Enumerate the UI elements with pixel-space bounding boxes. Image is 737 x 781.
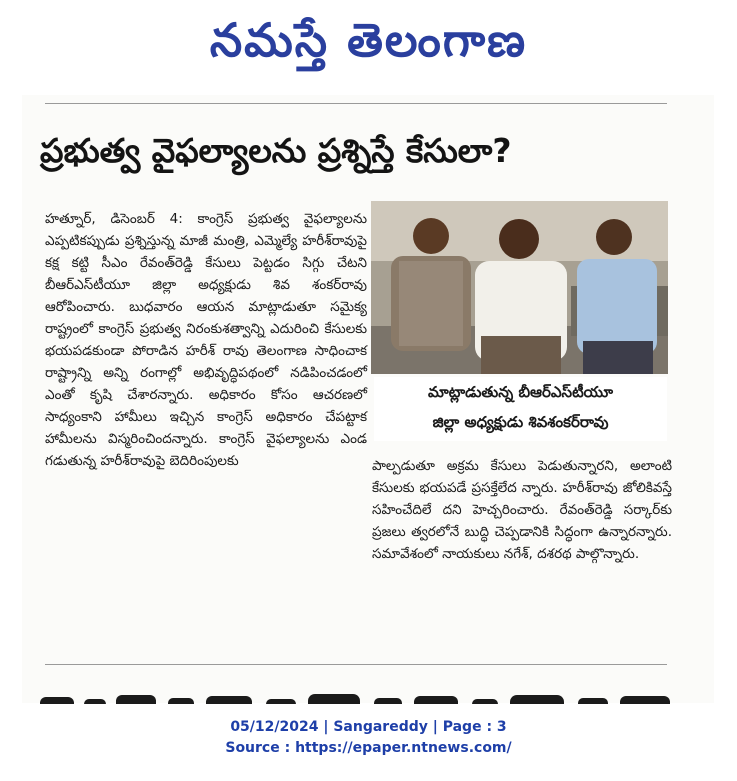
article-headline: ప్రభుత్వ వైఫల్యాలను ప్రశ్నిస్తే కేసులా? xyxy=(40,131,512,170)
cropped-headline-shapes xyxy=(40,691,690,704)
clipping-footer xyxy=(0,711,737,781)
article-body-left xyxy=(45,208,367,472)
newspaper-logo: నమస్తే తెలంగాణ xyxy=(209,13,528,67)
article-paragraph: హత్నూర్, డిసెంబర్ 4: కాంగ్రెస్ ప్రభుత్వ వైఫల్యాలను ఎప్పటికప్పుడు ప్రశ్నిస్తున్న మాజీ మంత్రి, ఎమ్మెల్యే హరీశ్‌రావుపై కక్ష కట్టి సీఎం రేవంత్‌రెడ్డి కేసులు పెట్టడం సిగ్గు చేటని బీఆర్‌ఎస్‌టీయూ జిల్లా అధ్యక్షుడు శివ శంకర్‌రావు ఆరోపించారు. బుధవారం ఆయన మాట్లాడుతూ సమైక్య రాష్ట్రంలో కాంగ్రెస్ ప్రభుత్వ నిరంకుశత్వాన్ని ఎదురించి కేసులకు భయపడకుండా పోరాడిన హరీశ్ రావు తెలంగాణ సాధించాక రాష్ట్రాన్ని అన్ని రంగాల్లో అభివృద్ధిపథంలో నడిపించడంలో ఎంతో కృషి చేశారన్నారు. అధికారం కోసం ఆచరణలో సాధ్యంకాని హామీలు ఇచ్చిన కాంగ్రెస్ అధికారం చేపట్టాక హామీలను విస్మరించిందన్నారు. కాంగ్రెస్ వైఫల్యాలను ఎండ గడుతున్న హరీశ్‌రావుపై బెదిరింపులకు xyxy=(45,211,367,469)
photo-caption xyxy=(374,377,667,441)
top-divider xyxy=(45,103,667,104)
footer-source: Source : https://epaper.ntnews.com/ xyxy=(225,740,512,756)
footer-date-edition-page: 05/12/2024 | Sangareddy | Page : 3 xyxy=(230,719,507,735)
bottom-divider xyxy=(45,664,667,665)
caption-line-2: జిల్లా అధ్యక్షుడు శివశంకర్‌రావు xyxy=(432,413,609,431)
photo-illustration xyxy=(371,201,668,374)
masthead xyxy=(0,0,737,88)
article-body-right xyxy=(372,455,672,565)
next-article-headline-cropped xyxy=(40,682,690,704)
article-paragraph: పాల్పడుతూ అక్రమ కేసులు పెడుతున్నారని, అలాంటి కేసులకు భయపడే ప్రసక్తేలేద న్నారు. హరీశ్‌రావు జోలికివస్తే సహించేదిలే దని హెచ్చరించారు. రేవంత్‌రెడ్డి సర్కార్‌కు ప్రజలు త్వరలోనే బుద్ధి చెప్పడానికి సిద్ధంగా ఉన్నారన్నారు. సమావేశంలో నాయకులు నగేశ్, దశరథ పాల్గొన్నారు. xyxy=(372,458,672,562)
caption-line-1: మాట్లాడుతున్న బీఆర్‌ఎస్‌టీయూ xyxy=(428,383,613,401)
article-photo xyxy=(371,201,668,374)
